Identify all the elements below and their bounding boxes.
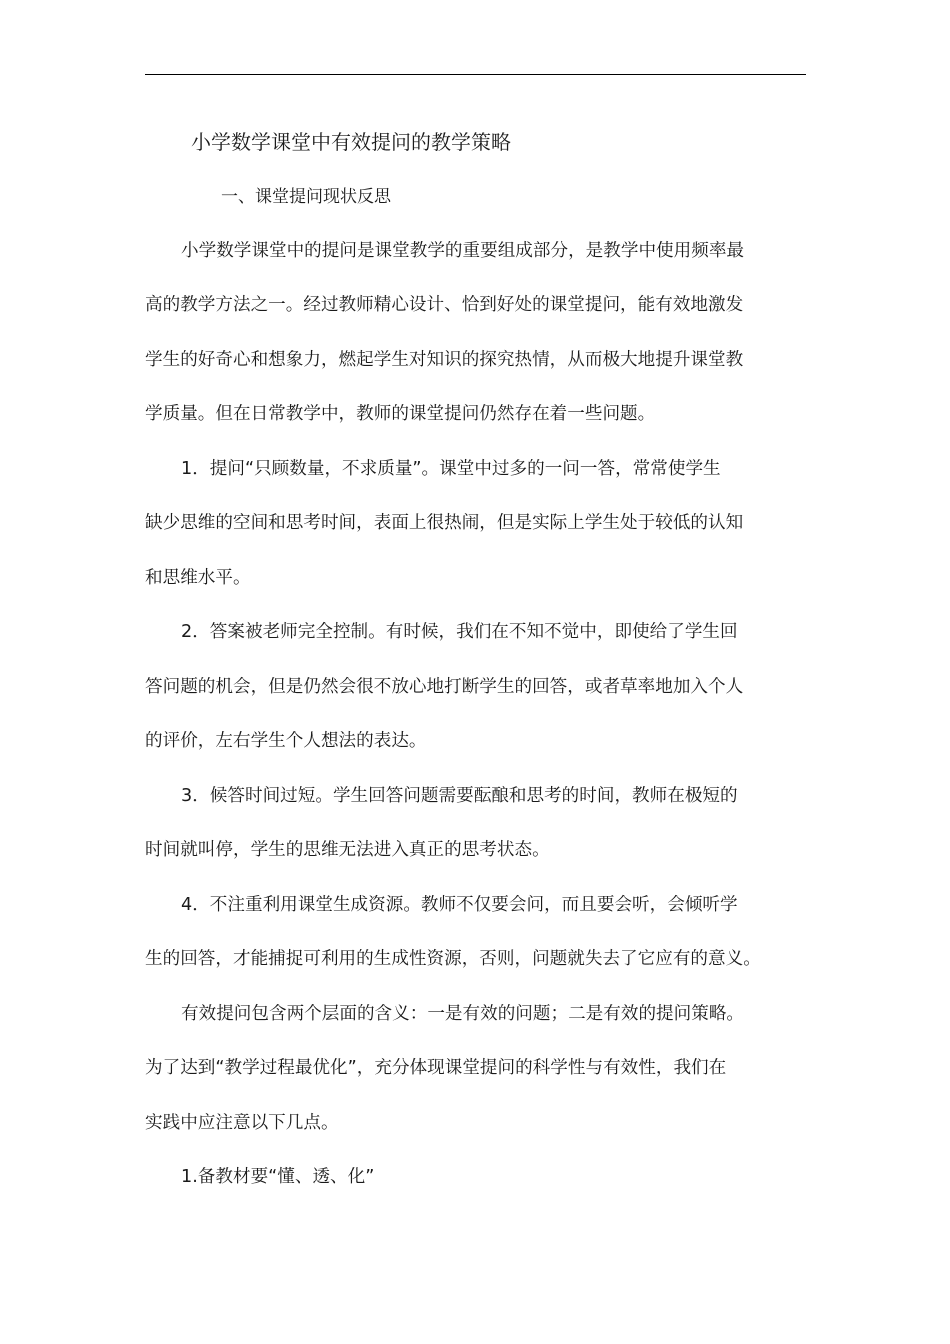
paragraph-3-line-2: 答问题的机会，但是仍然会很不放心地打断学生的回答，或者草率地加入个人 — [145, 677, 744, 697]
paragraph-2-line-2: 缺少思维的空间和思考时间，表面上很热闹，但是实际上学生处于较低的认知 — [145, 513, 744, 533]
paragraph-2-line-1: 1．提问“只顾数量，不求质量”。课堂中过多的一问一答，常常使学生 — [181, 459, 721, 479]
section-heading: 一、课堂提问现状反思 — [221, 187, 391, 207]
paragraph-3-line-1: 2．答案被老师完全控制。有时候，我们在不知不觉中，即使给了学生回 — [181, 622, 738, 642]
header-rule — [145, 74, 806, 75]
paragraph-5-line-2: 生的回答，才能捕捉可利用的生成性资源，否则，问题就失去了它应有的意义。 — [145, 949, 761, 969]
paragraph-6-line-1: 有效提问包含两个层面的含义：一是有效的问题；二是有效的提问策略。 — [181, 1004, 745, 1024]
paragraph-6-line-3: 实践中应注意以下几点。 — [145, 1113, 339, 1133]
paragraph-4-line-2: 时间就叫停，学生的思维无法进入真正的思考状态。 — [145, 840, 550, 860]
paragraph-3-line-3: 的评价，左右学生个人想法的表达。 — [145, 731, 427, 751]
paragraph-1-line-1: 小学数学课堂中的提问是课堂教学的重要组成部分，是教学中使用频率最 — [181, 241, 745, 261]
subheading-1: 1.备教材要“懂、透、化” — [181, 1167, 375, 1187]
paragraph-1-line-4: 学质量。但在日常教学中，教师的课堂提问仍然存在着一些问题。 — [145, 404, 656, 424]
paragraph-1-line-2: 高的教学方法之一。经过教师精心设计、恰到好处的课堂提问，能有效地激发 — [145, 295, 744, 315]
paragraph-4-line-1: 3．候答时间过短。学生回答问题需要酝酿和思考的时间，教师在极短的 — [181, 786, 738, 806]
paragraph-1-line-3: 学生的好奇心和想象力，燃起学生对知识的探究热情，从而极大地提升课堂教 — [145, 350, 744, 370]
paragraph-2-line-3: 和思维水平。 — [145, 568, 251, 588]
document-title: 小学数学课堂中有效提问的教学策略 — [191, 130, 511, 154]
paragraph-5-line-1: 4．不注重利用课堂生成资源。教师不仅要会问，而且要会听，会倾听学 — [181, 895, 738, 915]
paragraph-6-line-2: 为了达到“教学过程最优化”，充分体现课堂提问的科学性与有效性，我们在 — [145, 1058, 727, 1078]
